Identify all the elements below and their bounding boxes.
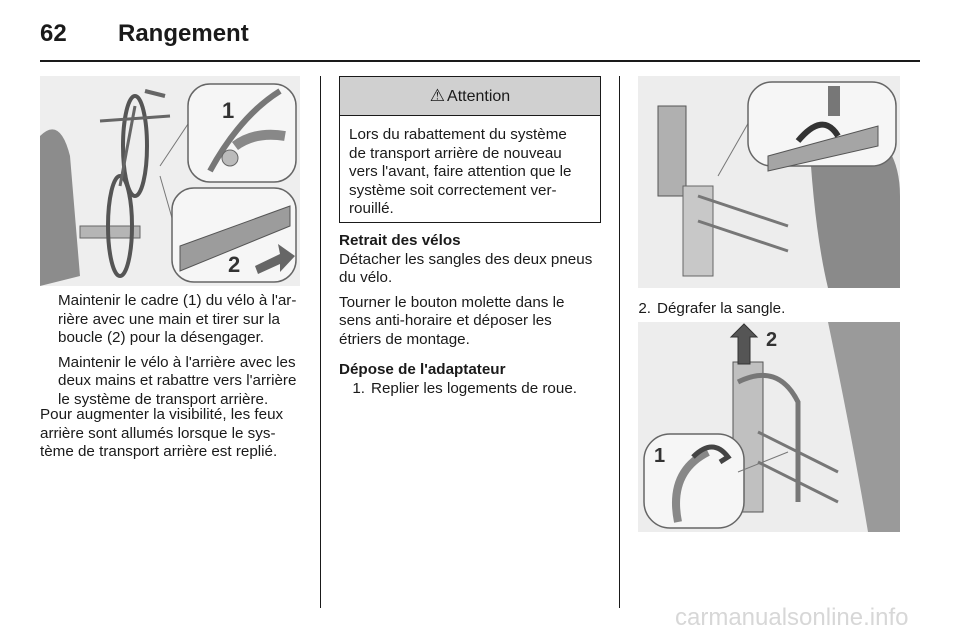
figure2-label-1: 1 — [654, 445, 666, 467]
inset-label-2: 2 — [228, 252, 241, 277]
visibility-paragraph: Pour augmenter la visibilité, les feux arrière sont allumés lorsque le sys- tème de transport arrière est replié. — [40, 406, 284, 460]
retrait-paragraph-2: Tourner le bouton molette dans le sens anti-horaire et déposer les étriers de montage. — [339, 293, 565, 348]
section-heading-depose: Dépose de l'adaptateur — [339, 361, 506, 378]
attention-body: Lors du rabattement du système de transport arrière de nouveau vers l'avant, faire attention que le système soit correctement ver- rouillé. — [349, 126, 572, 217]
step-1-number: 1. — [352, 379, 365, 397]
page-title: Rangement — [118, 20, 249, 47]
step-1 — [339, 380, 609, 399]
step-2 — [625, 300, 905, 319]
strap-release-illustration — [638, 322, 900, 532]
page-header — [40, 16, 920, 60]
step-2-text: Dégrafer la sangle. — [657, 300, 786, 317]
retrait-paragraph-1: Détacher les sangles des deux pneus du vélo. — [339, 250, 593, 286]
page-number: 62 — [40, 20, 67, 47]
bike-carrier-illustration — [40, 76, 300, 286]
middle-text — [339, 232, 609, 398]
instruction-paragraph-2: Maintenir le vélo à l'arrière avec les deux mains et rabattre vers l'arrière le système de transport arrière. — [58, 353, 297, 408]
column-divider-right — [619, 76, 620, 608]
step-2-number: 2. — [638, 300, 651, 317]
warning-triangle-icon: ⚠ — [429, 86, 446, 105]
instruction-paragraph-1: Maintenir le cadre (1) du vélo à l'ar- rière avec une main et tirer sur la boucle (2) pour la désengager. — [58, 292, 297, 346]
step-1-text: Replier les logements de roue. — [371, 379, 577, 397]
column-divider-left — [320, 76, 321, 608]
attention-title: Attention — [447, 88, 511, 105]
attention-box — [339, 76, 601, 223]
section-heading-retrait: Retrait des vélos — [339, 232, 461, 249]
figure2-label-2: 2 — [766, 329, 778, 351]
watermark: carmanualsonline.info — [675, 604, 909, 631]
attention-header — [340, 77, 600, 116]
inset-label-1: 1 — [222, 98, 235, 123]
header-rule — [40, 60, 920, 62]
left-indented-text — [58, 292, 310, 415]
wheel-holder-illustration — [638, 76, 900, 288]
